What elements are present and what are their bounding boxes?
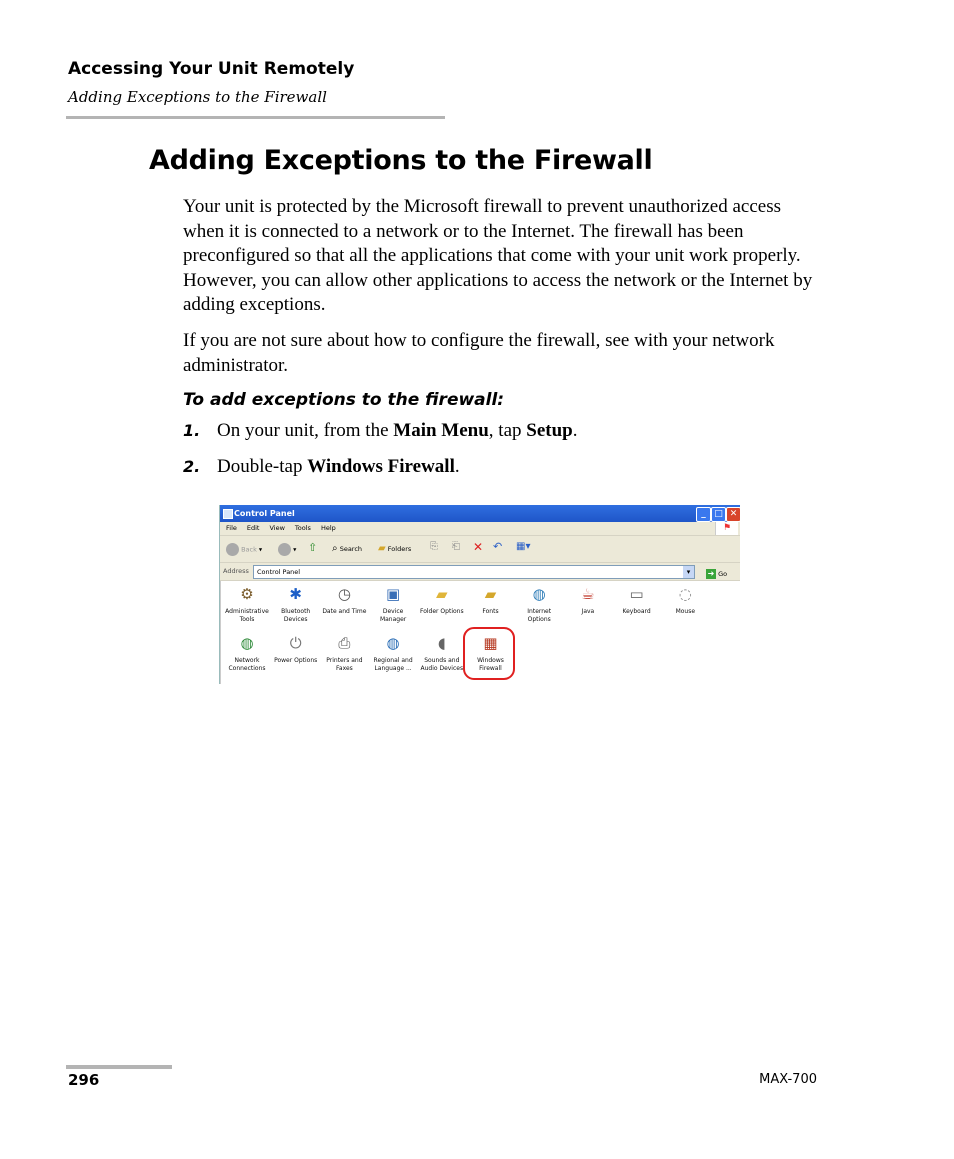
keyboard-icon: ▭ (629, 585, 644, 603)
step-text: Double-tap (217, 456, 308, 477)
minimize-button[interactable]: _ (696, 507, 711, 522)
window-title: Control Panel (234, 509, 295, 518)
item-label: Tools (239, 616, 255, 623)
address-value: Control Panel (257, 568, 301, 576)
search-label: Search (339, 545, 363, 553)
procedure-title: To add exceptions to the firewall: (183, 390, 505, 410)
item-label: Devices (283, 616, 308, 623)
item-label: Connections (228, 665, 266, 672)
menu-help[interactable]: Help (320, 524, 336, 532)
globe-icon: ◍ (386, 634, 400, 652)
window-titlebar (220, 505, 740, 522)
running-header-section: Adding Exceptions to the Firewall (68, 88, 327, 106)
step-number: 2. (183, 457, 201, 476)
search-button[interactable] (332, 543, 362, 554)
control-panel-item[interactable] (563, 584, 613, 616)
item-label: Keyboard (622, 608, 651, 615)
address-input[interactable] (253, 565, 695, 579)
computer-icon: ▣ (386, 585, 401, 603)
control-panel-item[interactable] (319, 633, 369, 673)
item-label: Network (234, 657, 260, 664)
menu-tools[interactable]: Tools (294, 524, 311, 532)
go-arrow-icon: ➜ (707, 569, 715, 578)
control-panel-item[interactable] (222, 584, 272, 624)
step-bold-term: Main Menu (393, 420, 489, 441)
step-number: 1. (183, 421, 201, 440)
item-label: Options (527, 616, 551, 623)
item-label: Language ... (374, 665, 412, 672)
maximize-button[interactable]: □ (711, 507, 726, 522)
step-2 (183, 456, 460, 478)
close-button[interactable]: ✕ (726, 507, 740, 522)
move-to-icon[interactable]: ⎘ (430, 541, 438, 552)
menu-view[interactable]: View (269, 524, 285, 532)
step-bold-term: Windows Firewall (307, 456, 455, 477)
clock-icon: ◷ (337, 585, 351, 603)
control-panel-item[interactable] (660, 584, 710, 616)
header-rule (66, 116, 445, 119)
menu-file[interactable]: File (226, 524, 237, 532)
control-panel-item[interactable] (271, 584, 321, 624)
item-label: Device (382, 608, 404, 615)
control-panel-item[interactable] (222, 633, 272, 673)
item-label: Administrative (225, 608, 269, 615)
windows-logo-icon: ⚑ (715, 522, 738, 535)
firewall-icon: ▦ (483, 634, 498, 652)
running-header-chapter: Accessing Your Unit Remotely (68, 59, 355, 79)
folders-button[interactable] (378, 543, 411, 554)
item-label: Windows (477, 657, 504, 664)
control-panel-item[interactable] (319, 584, 369, 616)
item-label: Power Options (274, 657, 318, 664)
intro-paragraph: Your unit is protected by the Microsoft firewall to prevent unauthorized access when it is connected to a network or to the Internet. The firewall has been preconfigured so that all the applications that come with your unit work properly. However, you can allow other applications to access the network or the Internet by adding exceptions. (183, 196, 813, 315)
forward-arrow-icon (278, 543, 291, 556)
views-icon[interactable]: ▦▾ (516, 541, 531, 552)
page-title: Adding Exceptions to the Firewall (149, 145, 653, 176)
control-panel-item[interactable] (514, 584, 564, 624)
fonts-icon: ▰ (484, 585, 497, 603)
toolbar (220, 536, 740, 563)
step-text: On your unit, from the (217, 420, 394, 441)
folders-icon: ▰ (378, 543, 386, 554)
step-text: . (454, 456, 460, 477)
step-1 (183, 420, 577, 442)
mouse-icon: ◌ (678, 585, 692, 603)
bluetooth-icon: ✱ (289, 585, 302, 603)
control-panel-item[interactable] (417, 633, 467, 673)
item-label: Firewall (479, 665, 502, 672)
folders-label: Folders (387, 545, 412, 553)
item-label: Sounds and (424, 657, 460, 664)
go-label: Go (718, 570, 728, 578)
address-bar (220, 563, 740, 581)
internet-icon: ◍ (532, 585, 546, 603)
back-label: Back (241, 545, 257, 554)
back-arrow-icon (226, 543, 239, 556)
item-label: Internet (527, 608, 552, 615)
item-label: Printers and (326, 657, 363, 664)
advice-paragraph: If you are not sure about how to configure the firewall, see with your network administrator. (183, 330, 775, 376)
item-label: Bluetooth (281, 608, 311, 615)
control-panel-item[interactable] (368, 633, 418, 673)
network-icon: ◍ (240, 634, 254, 652)
menu-edit[interactable]: Edit (246, 524, 260, 532)
back-button[interactable]: Back ▾ (226, 543, 262, 556)
highlight-circle (463, 627, 515, 680)
item-label: Audio Devices (420, 665, 464, 672)
item-label: Folder Options (419, 608, 464, 615)
product-name: MAX-700 (759, 1072, 817, 1087)
copy-to-icon[interactable]: ⎗ (452, 541, 460, 552)
footer-rule (66, 1065, 172, 1069)
control-panel-icon (223, 509, 233, 519)
control-panel-item[interactable] (417, 584, 467, 616)
control-panel-item[interactable] (368, 584, 418, 624)
search-icon: ⌕ (332, 543, 338, 554)
forward-button[interactable]: ▾ (278, 543, 296, 556)
control-panel-item[interactable] (271, 633, 321, 665)
undo-icon[interactable]: ↶ (493, 540, 503, 553)
admin-tools-icon: ⚙ (240, 585, 254, 603)
page-number: 296 (68, 1071, 100, 1089)
up-folder-icon[interactable]: ⇧ (308, 541, 318, 554)
item-label: Mouse (675, 608, 696, 615)
folder-icon: ▰ (436, 585, 448, 603)
step-bold-term: Setup (526, 420, 573, 441)
step-text: , tap (488, 420, 527, 441)
address-label: Address (223, 567, 249, 575)
power-icon: ⏻ (289, 634, 302, 652)
item-label: Fonts (482, 608, 499, 615)
item-label: Regional and (373, 657, 413, 664)
address-dropdown-icon[interactable]: ▾ (683, 566, 694, 578)
printer-icon: ⎙ (338, 634, 351, 652)
java-icon: ☕ (581, 585, 595, 603)
item-label: Date and Time (322, 608, 367, 615)
item-label: Faxes (336, 665, 353, 672)
menu-bar (220, 522, 740, 536)
item-label: Java (581, 608, 595, 615)
step-text: . (572, 420, 578, 441)
delete-icon[interactable]: ✕ (473, 540, 484, 554)
speaker-icon: ◖ (437, 634, 446, 652)
control-panel-item[interactable] (466, 584, 516, 616)
item-label: Manager (379, 616, 407, 623)
control-panel-item[interactable] (612, 584, 662, 616)
